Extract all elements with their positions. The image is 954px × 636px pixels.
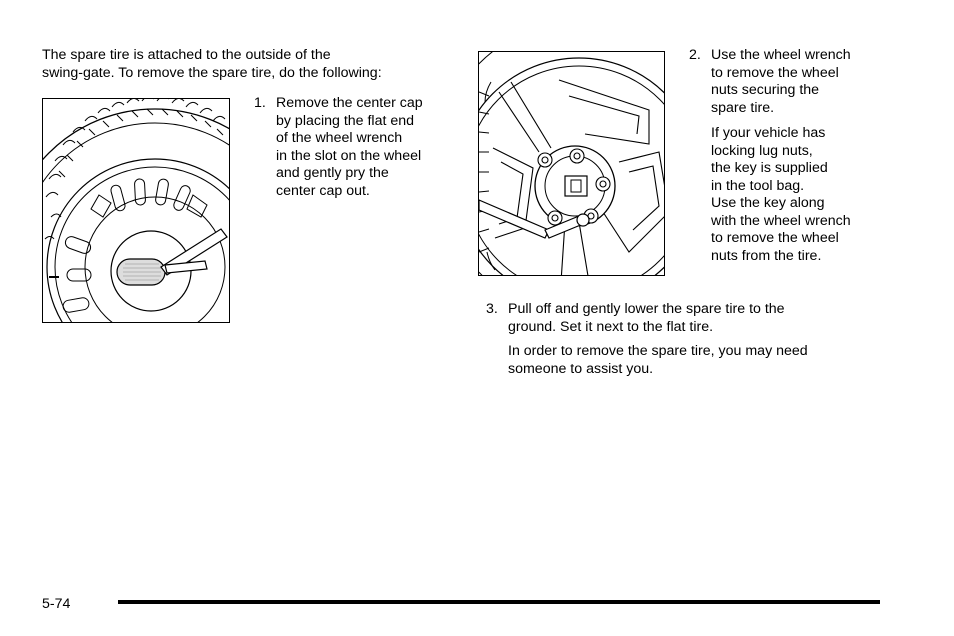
step-3-number: 3.	[486, 301, 498, 317]
intro-paragraph	[42, 47, 452, 82]
step-2-text: Use the wheel wrench to remove the wheel nuts securing the spare tire.	[711, 47, 851, 116]
step-3-text: Pull off and gently lower the spare tire to the ground. Set it next to the flat tire.	[508, 301, 785, 335]
step-1-text: Remove the center cap by placing the flat end of the wheel wrench in the slot on the wheel and gently pry the center cap out.	[276, 95, 423, 199]
center-cap-illustration	[42, 98, 230, 323]
step-1-number: 1.	[254, 95, 266, 111]
step-2	[689, 47, 889, 265]
step-2-number: 2.	[689, 47, 701, 63]
step-2-note: If your vehicle has locking lug nuts, the key is supplied in the tool bag. Use the key along with the wheel wrench to remove the wheel nuts from the tire.	[711, 125, 851, 264]
step-1	[254, 95, 454, 200]
intro-text: The spare tire is attached to the outside of the swing-gate. To remove the spare tire, do the following:	[42, 47, 382, 81]
wheel-wrench-illustration	[478, 51, 665, 276]
step-3-note: In order to remove the spare tire, you may need someone to assist you.	[508, 343, 808, 377]
step-3	[486, 301, 906, 378]
footer-rule	[118, 600, 880, 604]
page-number: 5-74	[42, 596, 71, 612]
